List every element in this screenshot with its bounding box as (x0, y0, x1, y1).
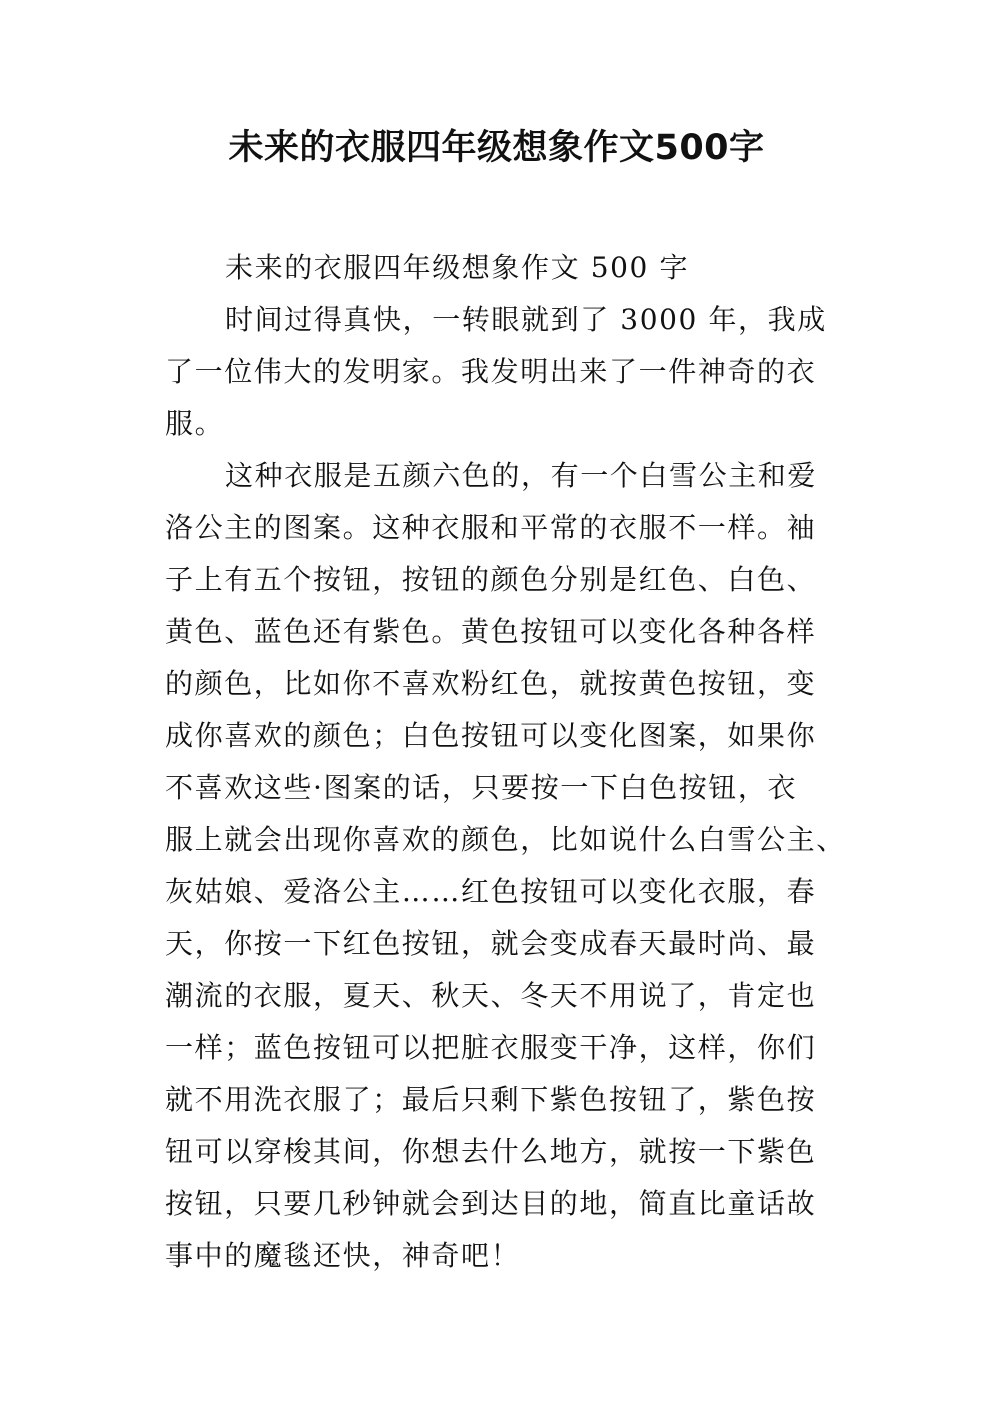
text-line: 这种衣服是五颜六色的，有一个白雪公主和爱 (225, 459, 818, 492)
document-body (165, 246, 845, 1286)
text-line: 了一位伟大的发明家。我发明出来了一件神奇的衣 (165, 355, 817, 388)
text-line: 潮流的衣服，夏天、秋天、冬天不用说了，肯定也 (165, 979, 817, 1012)
text-line: 不喜欢这些·图案的话，只要按一下白色按钮，衣 (165, 771, 798, 804)
text-line: 就不用洗衣服了；最后只剩下紫色按钮了，紫色按 (165, 1083, 817, 1116)
text-line: 的颜色，比如你不喜欢粉红色，就按黄色按钮，变 (165, 667, 817, 700)
document-title: 未来的衣服四年级想象作文500字 (228, 128, 765, 168)
text-line: 钮可以穿梭其间，你想去什么地方，就按一下紫色 (165, 1135, 817, 1168)
text-line: 一样；蓝色按钮可以把脏衣服变干净，这样，你们 (165, 1031, 817, 1064)
paragraph-description (165, 454, 845, 1286)
text-line: 服上就会出现你喜欢的颜色，比如说什么白雪公主、 (165, 823, 846, 856)
text-line: 事中的魔毯还快，神奇吧！ (165, 1239, 521, 1272)
text-line: 成你喜欢的颜色；白色按钮可以变化图案，如果你 (165, 719, 817, 752)
text-line: 黄色、蓝色还有紫色。黄色按钮可以变化各种各样 (165, 615, 817, 648)
text-line: 未来的衣服四年级想象作文 500 字 (225, 251, 690, 284)
paragraph-intro (165, 298, 845, 454)
text-line: 时间过得真快，一转眼就到了 3000 年，我成 (225, 303, 827, 336)
text-line: 天，你按一下红色按钮，就会变成春天最时尚、最 (165, 927, 817, 960)
text-line: 子上有五个按钮，按钮的颜色分别是红色、白色、 (165, 563, 817, 596)
paragraph-subtitle (165, 246, 845, 298)
text-line: 按钮，只要几秒钟就会到达目的地，简直比童话故 (165, 1187, 817, 1220)
text-line: 灰姑娘、爱洛公主……红色按钮可以变化衣服，春 (165, 875, 817, 908)
text-line: 洛公主的图案。这种衣服和平常的衣服不一样。袖 (165, 511, 817, 544)
text-line: 服。 (165, 407, 225, 440)
